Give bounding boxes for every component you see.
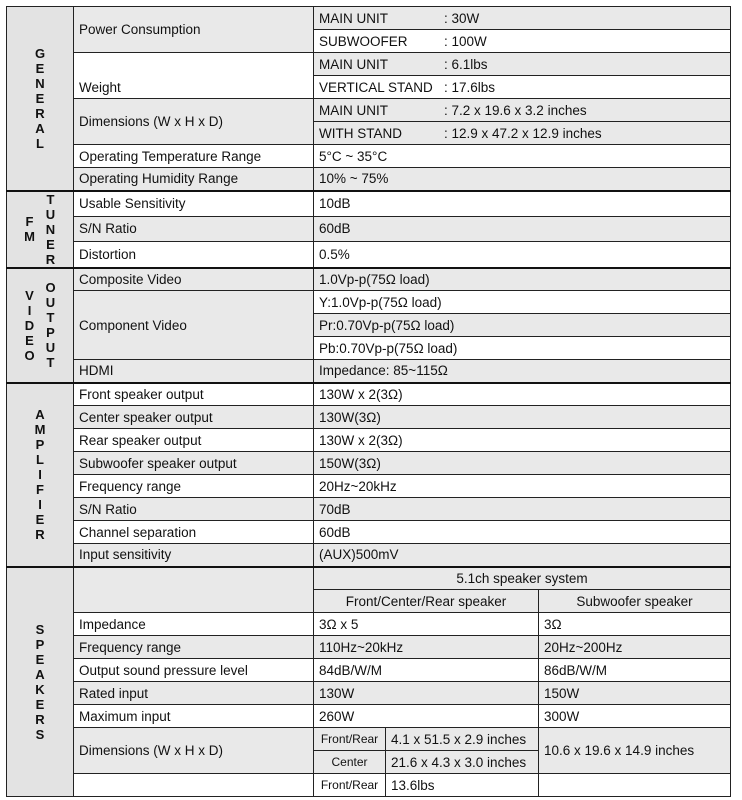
section-amplifier-title: A M P L I F I E R [34,407,46,542]
weight-main-unit [314,53,731,76]
dimensions-stand-key: WITH STAND [319,125,402,141]
composite-video-label: Composite Video [74,268,314,291]
amp-sn-ratio-label: S/N Ratio [74,498,314,521]
weight-main-value: : 6.1lbs [444,56,488,72]
rear-output-value: 130W x 2(3Ω) [314,429,731,452]
temperature-value: 5°C ~ 35°C [314,145,731,168]
rated-input-label: Rated input [74,682,314,705]
fcr-speaker-header: Front/Center/Rear speaker [314,590,539,613]
spk-frequency-sub: 20Hz~200Hz [539,636,731,659]
weight-sub-partial [539,774,731,797]
dimensions-main-key: MAIN UNIT [319,102,388,118]
dimensions-with-stand [314,122,731,145]
weight-label: Weight [74,53,314,99]
power-sub-key: SUBWOOFER [319,33,408,49]
spk-dimensions-label: Dimensions (W x H x D) [74,728,314,774]
rated-input-sub: 150W [539,682,731,705]
weight-main-key: MAIN UNIT [319,56,388,72]
impedance-label: Impedance [74,613,314,636]
weight-stand-value: : 17.6lbs [444,79,496,95]
humidity-label: Operating Humidity Range [74,168,314,191]
dim-subwoofer-value: 10.6 x 19.6 x 14.9 inches [539,728,731,774]
channel-separation-label: Channel separation [74,521,314,544]
impedance-fcr: 3Ω x 5 [314,613,539,636]
dim-front-rear-key: Front/Rear [314,728,386,751]
input-sensitivity-label: Input sensitivity [74,544,314,567]
spk-weight-label-partial [74,774,314,797]
speakers-header-blank [74,567,314,613]
dim-center-key: Center [314,751,386,774]
section-speakers [7,567,74,797]
front-output-label: Front speaker output [74,383,314,406]
spl-sub: 86dB/W/M [539,659,731,682]
center-output-value: 130W(3Ω) [314,406,731,429]
temperature-label: Operating Temperature Range [74,145,314,168]
dim-center-value: 21.6 x 4.3 x 3.0 inches [386,751,539,774]
front-output-value: 130W x 2(3Ω) [314,383,731,406]
max-input-fcr: 260W [314,705,539,728]
power-main-unit [314,7,731,30]
speaker-system-header: 5.1ch speaker system [314,567,731,590]
dimensions-stand-value: : 12.9 x 47.2 x 12.9 inches [444,125,602,141]
section-speakers-title: S P E A K E R S [35,621,45,742]
channel-separation-value: 60dB [314,521,731,544]
max-input-sub: 300W [539,705,731,728]
section-fm-tuner [7,191,74,268]
distortion-label: Distortion [74,242,314,268]
spec-table [6,6,731,797]
spk-frequency-fcr: 110Hz~20kHz [314,636,539,659]
section-video-title: V I D E O [24,287,35,363]
spk-frequency-label: Frequency range [74,636,314,659]
hdmi-label: HDMI [74,360,314,383]
input-sensitivity-value: (AUX)500mV [314,544,731,567]
weight-front-rear-value: 13.6lbs [386,774,539,797]
max-input-label: Maximum input [74,705,314,728]
dim-front-rear-value: 4.1 x 51.5 x 2.9 inches [386,728,539,751]
subwoofer-speaker-header: Subwoofer speaker [539,590,731,613]
section-video-output [7,268,74,383]
weight-vertical-stand [314,76,731,99]
amp-sn-ratio-value: 70dB [314,498,731,521]
fm-sn-ratio-value: 60dB [314,216,731,242]
section-fm-title: F M [24,214,35,244]
dimensions-main-unit [314,99,731,122]
power-main-key: MAIN UNIT [319,10,388,26]
section-tuner-title: T U N E R [45,191,56,267]
rated-input-fcr: 130W [314,682,539,705]
subwoofer-output-label: Subwoofer speaker output [74,452,314,475]
spl-fcr: 84dB/W/M [314,659,539,682]
usable-sensitivity-value: 10dB [314,191,731,217]
center-output-label: Center speaker output [74,406,314,429]
distortion-value: 0.5% [314,242,731,268]
humidity-value: 10% ~ 75% [314,168,731,191]
amp-frequency-label: Frequency range [74,475,314,498]
subwoofer-output-value: 150W(3Ω) [314,452,731,475]
component-video-label: Component Video [74,291,314,360]
section-general [7,7,74,191]
weight-stand-key: VERTICAL STAND [319,79,433,95]
section-output-title: O U T P U T [45,280,56,370]
rear-output-label: Rear speaker output [74,429,314,452]
power-consumption-label: Power Consumption [74,7,314,53]
component-video-pr: Pr:0.70Vp-p(75Ω load) [314,314,731,337]
dimensions-main-value: : 7.2 x 19.6 x 3.2 inches [444,102,587,118]
section-amplifier [7,383,74,567]
component-video-pb: Pb:0.70Vp-p(75Ω load) [314,337,731,360]
power-sub-value: : 100W [444,33,487,49]
impedance-sub: 3Ω [539,613,731,636]
composite-video-value: 1.0Vp-p(75Ω load) [314,268,731,291]
section-general-title: G E N E R A L [34,45,46,151]
usable-sensitivity-label: Usable Sensitivity [74,191,314,217]
component-video-y: Y:1.0Vp-p(75Ω load) [314,291,731,314]
dimensions-label: Dimensions (W x H x D) [74,99,314,145]
power-main-value: : 30W [444,10,480,26]
spl-label: Output sound pressure level [74,659,314,682]
amp-frequency-value: 20Hz~20kHz [314,475,731,498]
power-subwoofer [314,30,731,53]
fm-sn-ratio-label: S/N Ratio [74,216,314,242]
hdmi-value: Impedance: 85~115Ω [314,360,731,383]
weight-front-rear-key: Front/Rear [314,774,386,797]
